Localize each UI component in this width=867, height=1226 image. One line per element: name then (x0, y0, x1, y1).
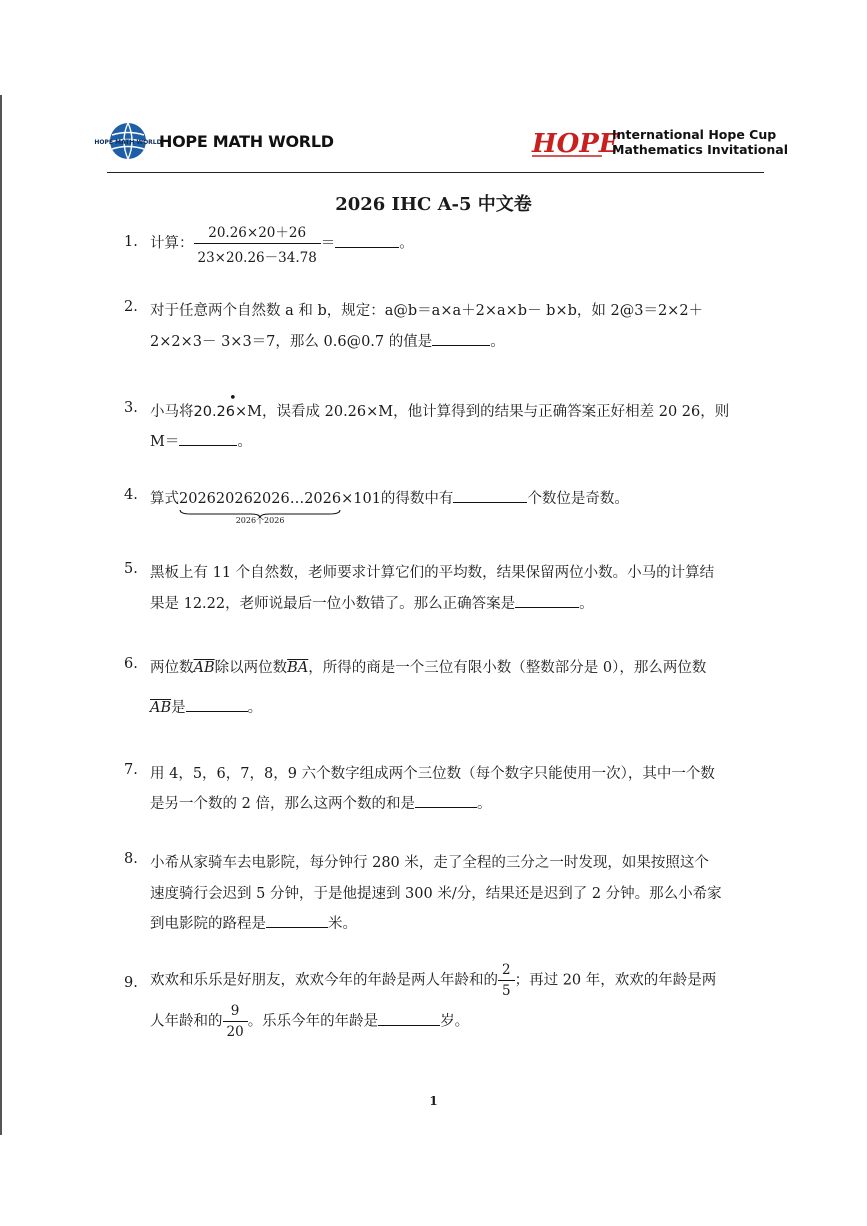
q5-line2 (150, 592, 594, 613)
q9-answer-blank[interactable] (378, 1010, 440, 1026)
q3-mid: ×M，误看成 20.26×M，他计算得到的结果与正确答案正好相差 20 26，则 (235, 404, 730, 420)
q3-answer-blank[interactable] (179, 431, 237, 447)
q1-end: 。 (399, 235, 414, 252)
q3-line2 (150, 430, 252, 451)
q9-line2-b: 。乐乐今年的年龄是 (247, 1013, 379, 1030)
q4-number: 4. (124, 487, 138, 503)
q8-end: 米。 (328, 916, 357, 932)
q7-line2 (150, 792, 491, 813)
q4-pre: 算式 (150, 491, 179, 507)
q7-line1: 用 4，5，6，7，8，9 六个数字组成两个三位数（每个数字只能使用一次），其中一个数 (150, 766, 715, 782)
hope-math-world-logo (94, 120, 334, 162)
q2-end: 。 (490, 334, 505, 350)
q4-answer-blank[interactable] (453, 488, 527, 504)
q4-repeat-number: 202620262026…2026 (179, 491, 342, 507)
q4-post: 个数位是奇数。 (527, 491, 629, 507)
right-logo-line1: International Hope Cup (612, 127, 777, 142)
hope-cup-logo-icon (530, 125, 619, 159)
q7-line2-text: 是另一个数的 2 倍，那么这两个数的和是 (150, 796, 415, 812)
q9-fraction-2 (223, 1003, 248, 1040)
q9-f2-numerator: 9 (223, 1003, 248, 1022)
hope-mark-text: HOPE (532, 129, 619, 159)
right-logo-text (612, 127, 788, 157)
header-divider (107, 172, 764, 173)
q9-f1-denominator: 5 (502, 983, 511, 999)
q7-answer-blank[interactable] (415, 793, 477, 809)
q6-pre: 两位数 (150, 660, 194, 676)
q1-answer-blank[interactable] (335, 232, 399, 248)
q2-line2 (150, 330, 505, 351)
q8-answer-blank[interactable] (266, 913, 328, 929)
globe-logo-icon (94, 120, 162, 162)
q8-line2: 速度骑行会迟到 5 分钟，于是他提速到 300 米/分，结果还是迟到了 2 分钟。那么小希家 (150, 886, 722, 902)
q6-post: ，所得的商是一个三位有限小数（整数部分是 0），那么两位数 (308, 660, 707, 676)
q2-line1: 对于任意两个自然数 a 和 b，规定：a@b＝a×a＋2×a×b－ b×b，如 2@3＝2×2＋ (150, 303, 704, 319)
q6-line2 (150, 696, 262, 717)
q3-repeating-decimal: 20.26 (193, 404, 236, 420)
q3-end: 。 (237, 434, 252, 450)
q6-line1 (150, 656, 706, 677)
q3-line1: 小马将20.26 • ×M，误看成 20.26×M，他计算得到的结果与正确答案正好相差 20 26，则 (150, 391, 730, 420)
q9-fraction-1 (498, 962, 515, 999)
q5-answer-blank[interactable] (515, 593, 579, 609)
q6-line2-post: 是 (171, 700, 186, 716)
right-logo-line2: Mathematics Invitational (612, 142, 789, 157)
q8-line1: 小希从家骑车去电影院，每分钟行 280 米，走了全程的三分之一时发现，如果按照这个 (150, 855, 709, 871)
q1-pre: 计算： (150, 235, 194, 252)
q4-underbrace-label: 2026个2026 (235, 516, 285, 525)
page-title: 2026 IHC A-5 中文卷 (335, 194, 532, 215)
q7-number: 7. (124, 762, 138, 778)
q5-number: 5. (124, 561, 138, 577)
q3-pre: 小马将 (150, 404, 194, 420)
q2-answer-blank[interactable] (432, 331, 490, 347)
q9-line2 (150, 1003, 469, 1040)
q1-number: 1. (124, 234, 138, 250)
q1-fraction (194, 221, 321, 266)
q9-line1-text: 欢欢和乐乐是好朋友，欢欢今年的年龄是两人年龄和的 (150, 972, 498, 989)
q5-line1: 黑板上有 11 个自然数，老师要求计算它们的平均数，结果保留两位小数。小马的计算结 (150, 565, 715, 581)
q6-end: 。 (247, 700, 263, 716)
q2-number: 2. (124, 299, 138, 315)
q4-line (150, 487, 629, 525)
q9-end: 岁。 (440, 1013, 470, 1030)
q9-f2-denominator: 20 (226, 1024, 244, 1040)
globe-logo-text: HOPE MATH WORLD (94, 139, 162, 146)
q4-mid: ×101的得数中有 (341, 491, 454, 507)
q9-number: 9. (124, 975, 138, 991)
q6-mid: 除以两位数 (214, 660, 288, 676)
page-number: 1 (429, 1094, 438, 1108)
q6-number: 6. (124, 656, 138, 672)
q1-denominator: 23×20.26－34.78 (197, 250, 317, 266)
q1-numerator: 20.26×20＋26 (194, 221, 321, 244)
q8-number: 8. (124, 851, 138, 867)
q3-number: 3. (124, 400, 138, 416)
q6-ba-overline: $\overline{BA}$ (287, 660, 309, 676)
q7-end: 。 (476, 796, 492, 812)
q8-line3 (150, 912, 357, 933)
q9-line1 (150, 962, 716, 999)
q9-line1-b: ；再过 20 年，欢欢的年龄是两 (514, 972, 717, 989)
page-edge-line (0, 95, 2, 1135)
q9-line2-text: 人年龄和的 (150, 1013, 223, 1030)
q1-line (150, 221, 414, 266)
q5-end: 。 (579, 596, 594, 612)
left-logo-text: HOPE MATH WORLD (159, 131, 334, 151)
q6-ab-overline: $\overline{AB}$ (193, 660, 215, 676)
international-hope-cup-logo (530, 125, 788, 159)
q6-answer-blank[interactable] (186, 697, 248, 713)
q4-repeat-group (179, 491, 342, 525)
q2-line2-text: 2×2×3－ 3×3＝7，那么 0.6@0.7 的值是 (150, 334, 433, 350)
q9-f1-numerator: 2 (498, 962, 515, 981)
q5-line2-text: 果是 12.22，老师说最后一位小数错了。那么正确答案是 (150, 596, 516, 612)
q3-line2-text: M＝ (150, 434, 180, 450)
q1-equals: ＝ (320, 235, 336, 252)
q8-line3-text: 到电影院的路程是 (150, 916, 266, 932)
q6-ab-overline-2: $\overline{AB}$ (150, 700, 172, 716)
